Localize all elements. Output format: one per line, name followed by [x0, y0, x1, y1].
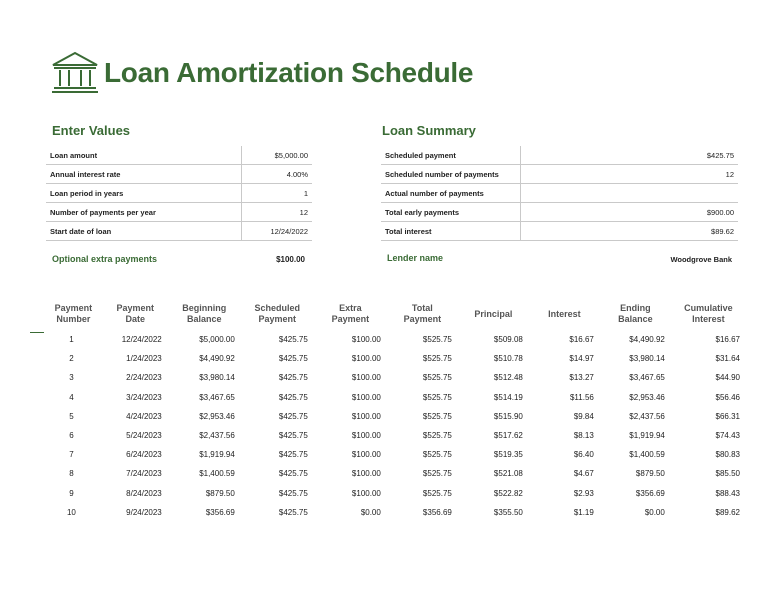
column-header — [600, 298, 671, 330]
table-cell: $525.75 — [422, 373, 452, 383]
table-cell: 8 — [69, 469, 74, 479]
table-cell: $31.64 — [715, 354, 740, 364]
table-cell: $3,980.14 — [629, 354, 665, 364]
table-cell: $512.48 — [493, 373, 523, 383]
table-cell: $3,980.14 — [199, 373, 235, 383]
table-cell: $100.00 — [351, 411, 381, 421]
table-cell: $80.83 — [715, 450, 740, 460]
enter-values-label: Loan amount — [46, 146, 241, 165]
table-cell: $356.69 — [422, 507, 452, 517]
table-cell: $521.08 — [493, 469, 523, 479]
table-cell: $11.56 — [569, 392, 594, 402]
column-header-line: Payment — [331, 314, 370, 324]
column-header-line: Payment — [116, 303, 155, 313]
table-cell: $74.43 — [715, 431, 740, 441]
table-cell: 7 — [69, 450, 74, 460]
row-marker — [30, 332, 44, 333]
column-header-line: Interest — [692, 314, 725, 324]
amortization-schedule-table — [44, 298, 746, 522]
table-cell: $1,919.94 — [629, 431, 665, 441]
loan-summary-label: Scheduled number of payments — [381, 165, 520, 184]
column-header-line: Total — [411, 303, 433, 313]
column-header — [314, 298, 387, 330]
table-cell: $525.75 — [422, 335, 452, 345]
column-header-line: Payment — [258, 314, 297, 324]
enter-values-row — [46, 146, 312, 165]
column-header-line: Beginning — [182, 303, 227, 313]
table-cell: $6.40 — [573, 450, 594, 460]
table-row — [44, 445, 746, 464]
table-cell: 1 — [69, 335, 74, 345]
column-header-line: Balance — [187, 314, 222, 324]
loan-summary-value[interactable]: $425.75 — [520, 146, 738, 165]
table-cell: $4,490.92 — [199, 354, 235, 364]
table-cell: $525.75 — [422, 469, 452, 479]
loan-summary-row — [381, 146, 738, 165]
table-cell: 8/24/2023 — [126, 488, 162, 498]
table-row — [44, 407, 746, 426]
loan-summary-row — [381, 165, 738, 184]
table-cell: $425.75 — [278, 507, 308, 517]
table-cell: 5 — [69, 411, 74, 421]
column-header — [458, 298, 529, 330]
column-header — [241, 298, 314, 330]
column-header-line: Principal — [474, 308, 513, 319]
title-row — [50, 48, 473, 98]
column-header-line: Scheduled — [254, 303, 301, 313]
table-cell: $425.75 — [278, 373, 308, 383]
table-cell: 9/24/2023 — [126, 507, 162, 517]
table-cell: $100.00 — [351, 469, 381, 479]
table-cell: $356.69 — [205, 507, 235, 517]
table-cell: 2/24/2023 — [126, 373, 162, 383]
table-cell: $879.50 — [205, 488, 235, 498]
table-cell: $425.75 — [278, 354, 308, 364]
table-cell: 3/24/2023 — [126, 392, 162, 402]
table-cell: $4.67 — [573, 469, 594, 479]
table-cell: $3,467.65 — [629, 373, 665, 383]
enter-values-heading: Enter Values — [52, 123, 131, 138]
table-cell: 7/24/2023 — [126, 469, 162, 479]
table-row — [44, 388, 746, 407]
table-cell: $425.75 — [278, 392, 308, 402]
table-cell: $514.19 — [493, 392, 523, 402]
loan-summary-label: Total early payments — [381, 203, 520, 222]
optional-extra-payments-label: Optional extra payments — [52, 254, 158, 264]
table-cell: $1,400.59 — [199, 469, 235, 479]
enter-values-label: Number of payments per year — [46, 203, 241, 222]
table-cell: $100.00 — [351, 450, 381, 460]
loan-summary-value[interactable] — [520, 184, 738, 203]
table-cell: 12/24/2022 — [121, 335, 162, 345]
table-row — [44, 330, 746, 349]
loan-summary-label: Scheduled payment — [381, 146, 520, 165]
column-header-line: Date — [125, 314, 146, 324]
table-cell: $515.90 — [493, 411, 523, 421]
column-header — [168, 298, 241, 330]
column-header-line: Number — [56, 314, 91, 324]
enter-values-value[interactable]: 1 — [241, 184, 312, 203]
table-cell: 3 — [69, 373, 74, 383]
table-row — [44, 368, 746, 387]
table-cell: $4,490.92 — [629, 335, 665, 345]
table-cell: $1,400.59 — [629, 450, 665, 460]
table-cell: $16.67 — [715, 335, 740, 345]
table-cell: 10 — [66, 507, 76, 517]
enter-values-row — [46, 165, 312, 184]
column-header-line: Extra — [339, 303, 362, 313]
table-cell: $879.50 — [635, 469, 665, 479]
loan-summary-row — [381, 184, 738, 203]
enter-values-value[interactable]: 4.00% — [241, 165, 312, 184]
table-cell: $2,437.56 — [199, 431, 235, 441]
table-row — [44, 426, 746, 445]
table-cell: $510.78 — [493, 354, 523, 364]
loan-summary-value[interactable]: $89.62 — [520, 222, 738, 241]
table-cell: $2,437.56 — [629, 411, 665, 421]
lender-name-label: Lender name — [387, 253, 444, 263]
loan-summary-row — [381, 203, 738, 222]
enter-values-row — [46, 203, 312, 222]
column-header — [103, 298, 168, 330]
optional-extra-payments-value[interactable]: $100.00 — [276, 255, 305, 264]
table-row — [44, 484, 746, 503]
table-cell: $356.69 — [635, 488, 665, 498]
table-cell: $100.00 — [351, 354, 381, 364]
table-cell: $56.46 — [715, 392, 740, 402]
table-cell: 4/24/2023 — [126, 411, 162, 421]
table-cell: $425.75 — [278, 411, 308, 421]
table-cell: 1/24/2023 — [126, 354, 162, 364]
table-cell: $89.62 — [715, 507, 740, 517]
loan-summary-heading: Loan Summary — [382, 123, 476, 138]
table-cell: $2.93 — [573, 488, 594, 498]
table-cell: $3,467.65 — [199, 392, 235, 402]
table-cell: $517.62 — [493, 431, 523, 441]
table-cell: $525.75 — [422, 450, 452, 460]
table-cell: $100.00 — [351, 488, 381, 498]
table-row — [44, 464, 746, 483]
enter-values-row — [46, 184, 312, 203]
table-cell: $425.75 — [278, 488, 308, 498]
table-cell: $8.13 — [573, 431, 594, 441]
table-cell: 6 — [69, 431, 74, 441]
column-header-line: Payment — [403, 314, 442, 324]
table-cell: $525.75 — [422, 392, 452, 402]
table-cell: 2 — [69, 354, 74, 364]
table-cell: $1.19 — [573, 507, 594, 517]
loan-summary-label: Actual number of payments — [381, 184, 520, 203]
loan-summary-value[interactable]: 12 — [520, 165, 738, 184]
table-cell: $509.08 — [493, 335, 523, 345]
loan-summary-table — [381, 146, 738, 241]
table-cell: $525.75 — [422, 411, 452, 421]
loan-summary-row — [381, 222, 738, 241]
column-header — [671, 298, 746, 330]
table-cell: $2,953.46 — [629, 392, 665, 402]
table-cell: $14.97 — [569, 354, 594, 364]
table-cell: $100.00 — [351, 431, 381, 441]
column-header-line: Ending — [620, 303, 651, 313]
enter-values-table — [46, 146, 312, 241]
enter-values-row — [46, 222, 312, 241]
table-cell: $525.75 — [422, 431, 452, 441]
table-cell: $425.75 — [278, 469, 308, 479]
page-title: Loan Amortization Schedule — [104, 57, 474, 88]
table-cell: 9 — [69, 488, 74, 498]
table-cell: $16.67 — [569, 335, 594, 345]
lender-name-value[interactable]: Woodgrove Bank — [670, 255, 732, 264]
column-header-line: Payment — [54, 303, 93, 313]
table-cell: $425.75 — [278, 450, 308, 460]
table-cell: 4 — [69, 392, 74, 402]
table-cell: $5,000.00 — [199, 335, 235, 345]
table-cell: 5/24/2023 — [126, 431, 162, 441]
column-header — [44, 298, 103, 330]
column-header-line: Cumulative — [684, 303, 733, 313]
table-cell: $425.75 — [278, 431, 308, 441]
table-cell: $355.50 — [493, 507, 523, 517]
enter-values-label: Annual interest rate — [46, 165, 241, 184]
table-cell: $13.27 — [569, 373, 594, 383]
enter-values-value[interactable]: $5,000.00 — [241, 146, 312, 165]
table-cell: $88.43 — [715, 488, 740, 498]
column-header-line: Balance — [618, 314, 653, 324]
enter-values-value[interactable]: 12 — [241, 203, 312, 222]
table-cell: $2,953.46 — [199, 411, 235, 421]
table-cell: $100.00 — [351, 335, 381, 345]
loan-summary-label: Total interest — [381, 222, 520, 241]
table-cell: $525.75 — [422, 488, 452, 498]
column-header-line: Interest — [548, 308, 581, 319]
bank-building-icon — [50, 50, 100, 96]
table-row — [44, 349, 746, 368]
table-cell: $0.00 — [360, 507, 381, 517]
column-header — [529, 298, 600, 330]
table-row — [44, 503, 746, 522]
enter-values-label: Start date of loan — [46, 222, 241, 241]
table-cell: $85.50 — [715, 469, 740, 479]
table-cell: $100.00 — [351, 373, 381, 383]
loan-summary-value[interactable]: $900.00 — [520, 203, 738, 222]
table-cell: 6/24/2023 — [126, 450, 162, 460]
table-cell: $519.35 — [493, 450, 523, 460]
table-cell: $9.84 — [573, 411, 594, 421]
table-cell: $525.75 — [422, 354, 452, 364]
table-cell: $1,919.94 — [199, 450, 235, 460]
table-cell: $425.75 — [278, 335, 308, 345]
table-cell: $66.31 — [715, 411, 740, 421]
enter-values-value[interactable]: 12/24/2022 — [241, 222, 312, 241]
table-cell: $522.82 — [493, 488, 523, 498]
enter-values-label: Loan period in years — [46, 184, 241, 203]
table-cell: $100.00 — [351, 392, 381, 402]
column-header — [387, 298, 458, 330]
table-cell: $0.00 — [644, 507, 665, 517]
table-cell: $44.90 — [715, 373, 740, 383]
